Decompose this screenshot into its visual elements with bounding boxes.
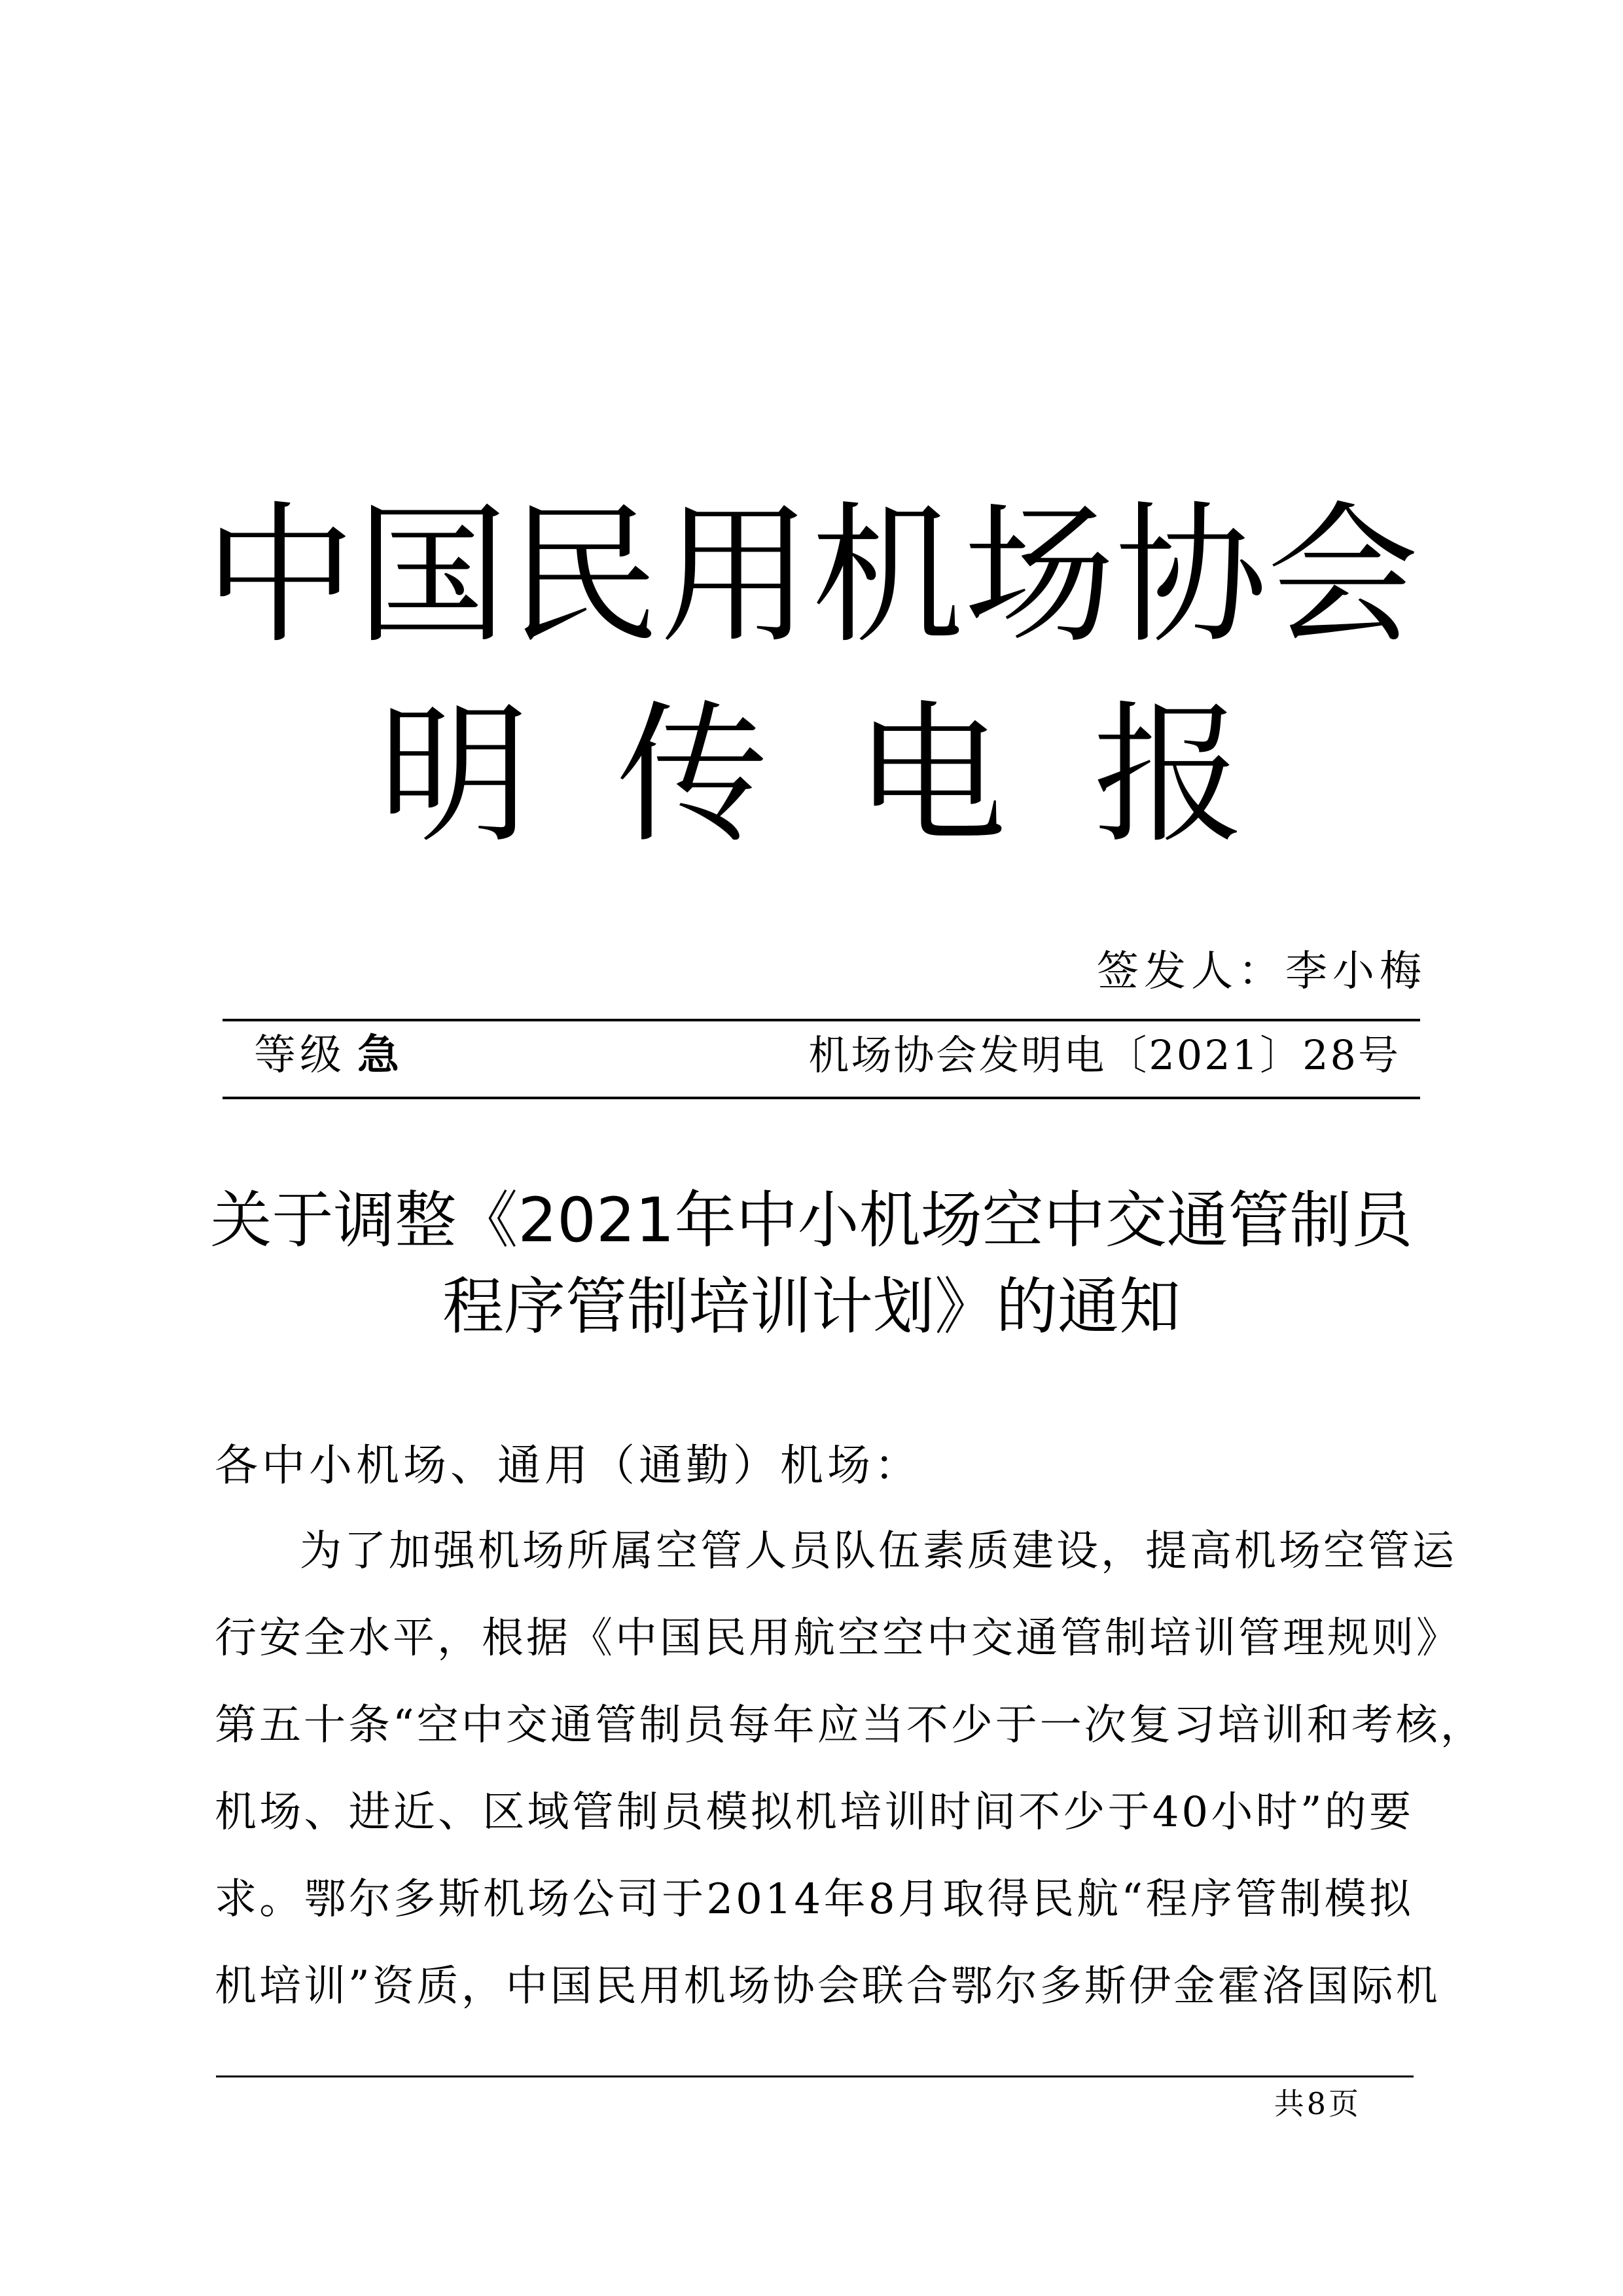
body-line: 行安全水平，根据《中国民用航空空中交通管制培训管理规则》 xyxy=(215,1614,1461,1663)
signer-label: 签发人： xyxy=(1097,947,1285,996)
footer-rule xyxy=(216,2075,1414,2077)
signer-line xyxy=(1097,942,1427,1001)
document-number: 机场协会发明电〔2021〕28号 xyxy=(808,1031,1400,1079)
grade-value: 急 xyxy=(357,1031,403,1080)
signer-name: 李小梅 xyxy=(1285,947,1427,996)
title-line-2: 程序管制培训计划》的通知 xyxy=(442,1271,1181,1343)
document-type-char: 明 xyxy=(378,687,530,864)
grade xyxy=(254,1026,403,1085)
body-line: 机培训”资质，中国民用机场协会联合鄂尔多斯伊金霍洛国际机 xyxy=(215,1962,1440,2011)
document-type-char: 电 xyxy=(855,687,1007,864)
body-line: 机场、进近、区域管制员模拟机培训时间不少于40小时”的要 xyxy=(215,1788,1414,1837)
document-type-char: 报 xyxy=(1093,687,1245,864)
document-type-heading xyxy=(0,680,1623,870)
title-line-1: 关于调整《2021年中小机场空中交通管制员 xyxy=(210,1185,1413,1256)
salutation: 各中小机场、通用（通勤）机场： xyxy=(215,1440,921,1491)
body-line: 求。鄂尔多斯机场公司于2014年8月取得民航“程序管制模拟 xyxy=(215,1875,1414,1924)
body-line: 第五十条“空中交通管制员每年应当不少于一次复习培训和考核， xyxy=(215,1701,1485,1750)
body-paragraph xyxy=(215,1508,1485,2030)
meta-row xyxy=(223,1021,1420,1093)
meta-bottom-rule xyxy=(223,1097,1420,1099)
document-type-char: 传 xyxy=(616,687,768,864)
grade-label: 等级 xyxy=(254,1031,346,1080)
organization-name: 中国民用机场协会 xyxy=(204,487,1419,664)
page-count: 共8页 xyxy=(1274,2086,1361,2121)
body-line: 为了加强机场所属空管人员队伍素质建设，提高机场空管运 xyxy=(300,1527,1457,1576)
document-title xyxy=(0,1178,1623,1351)
